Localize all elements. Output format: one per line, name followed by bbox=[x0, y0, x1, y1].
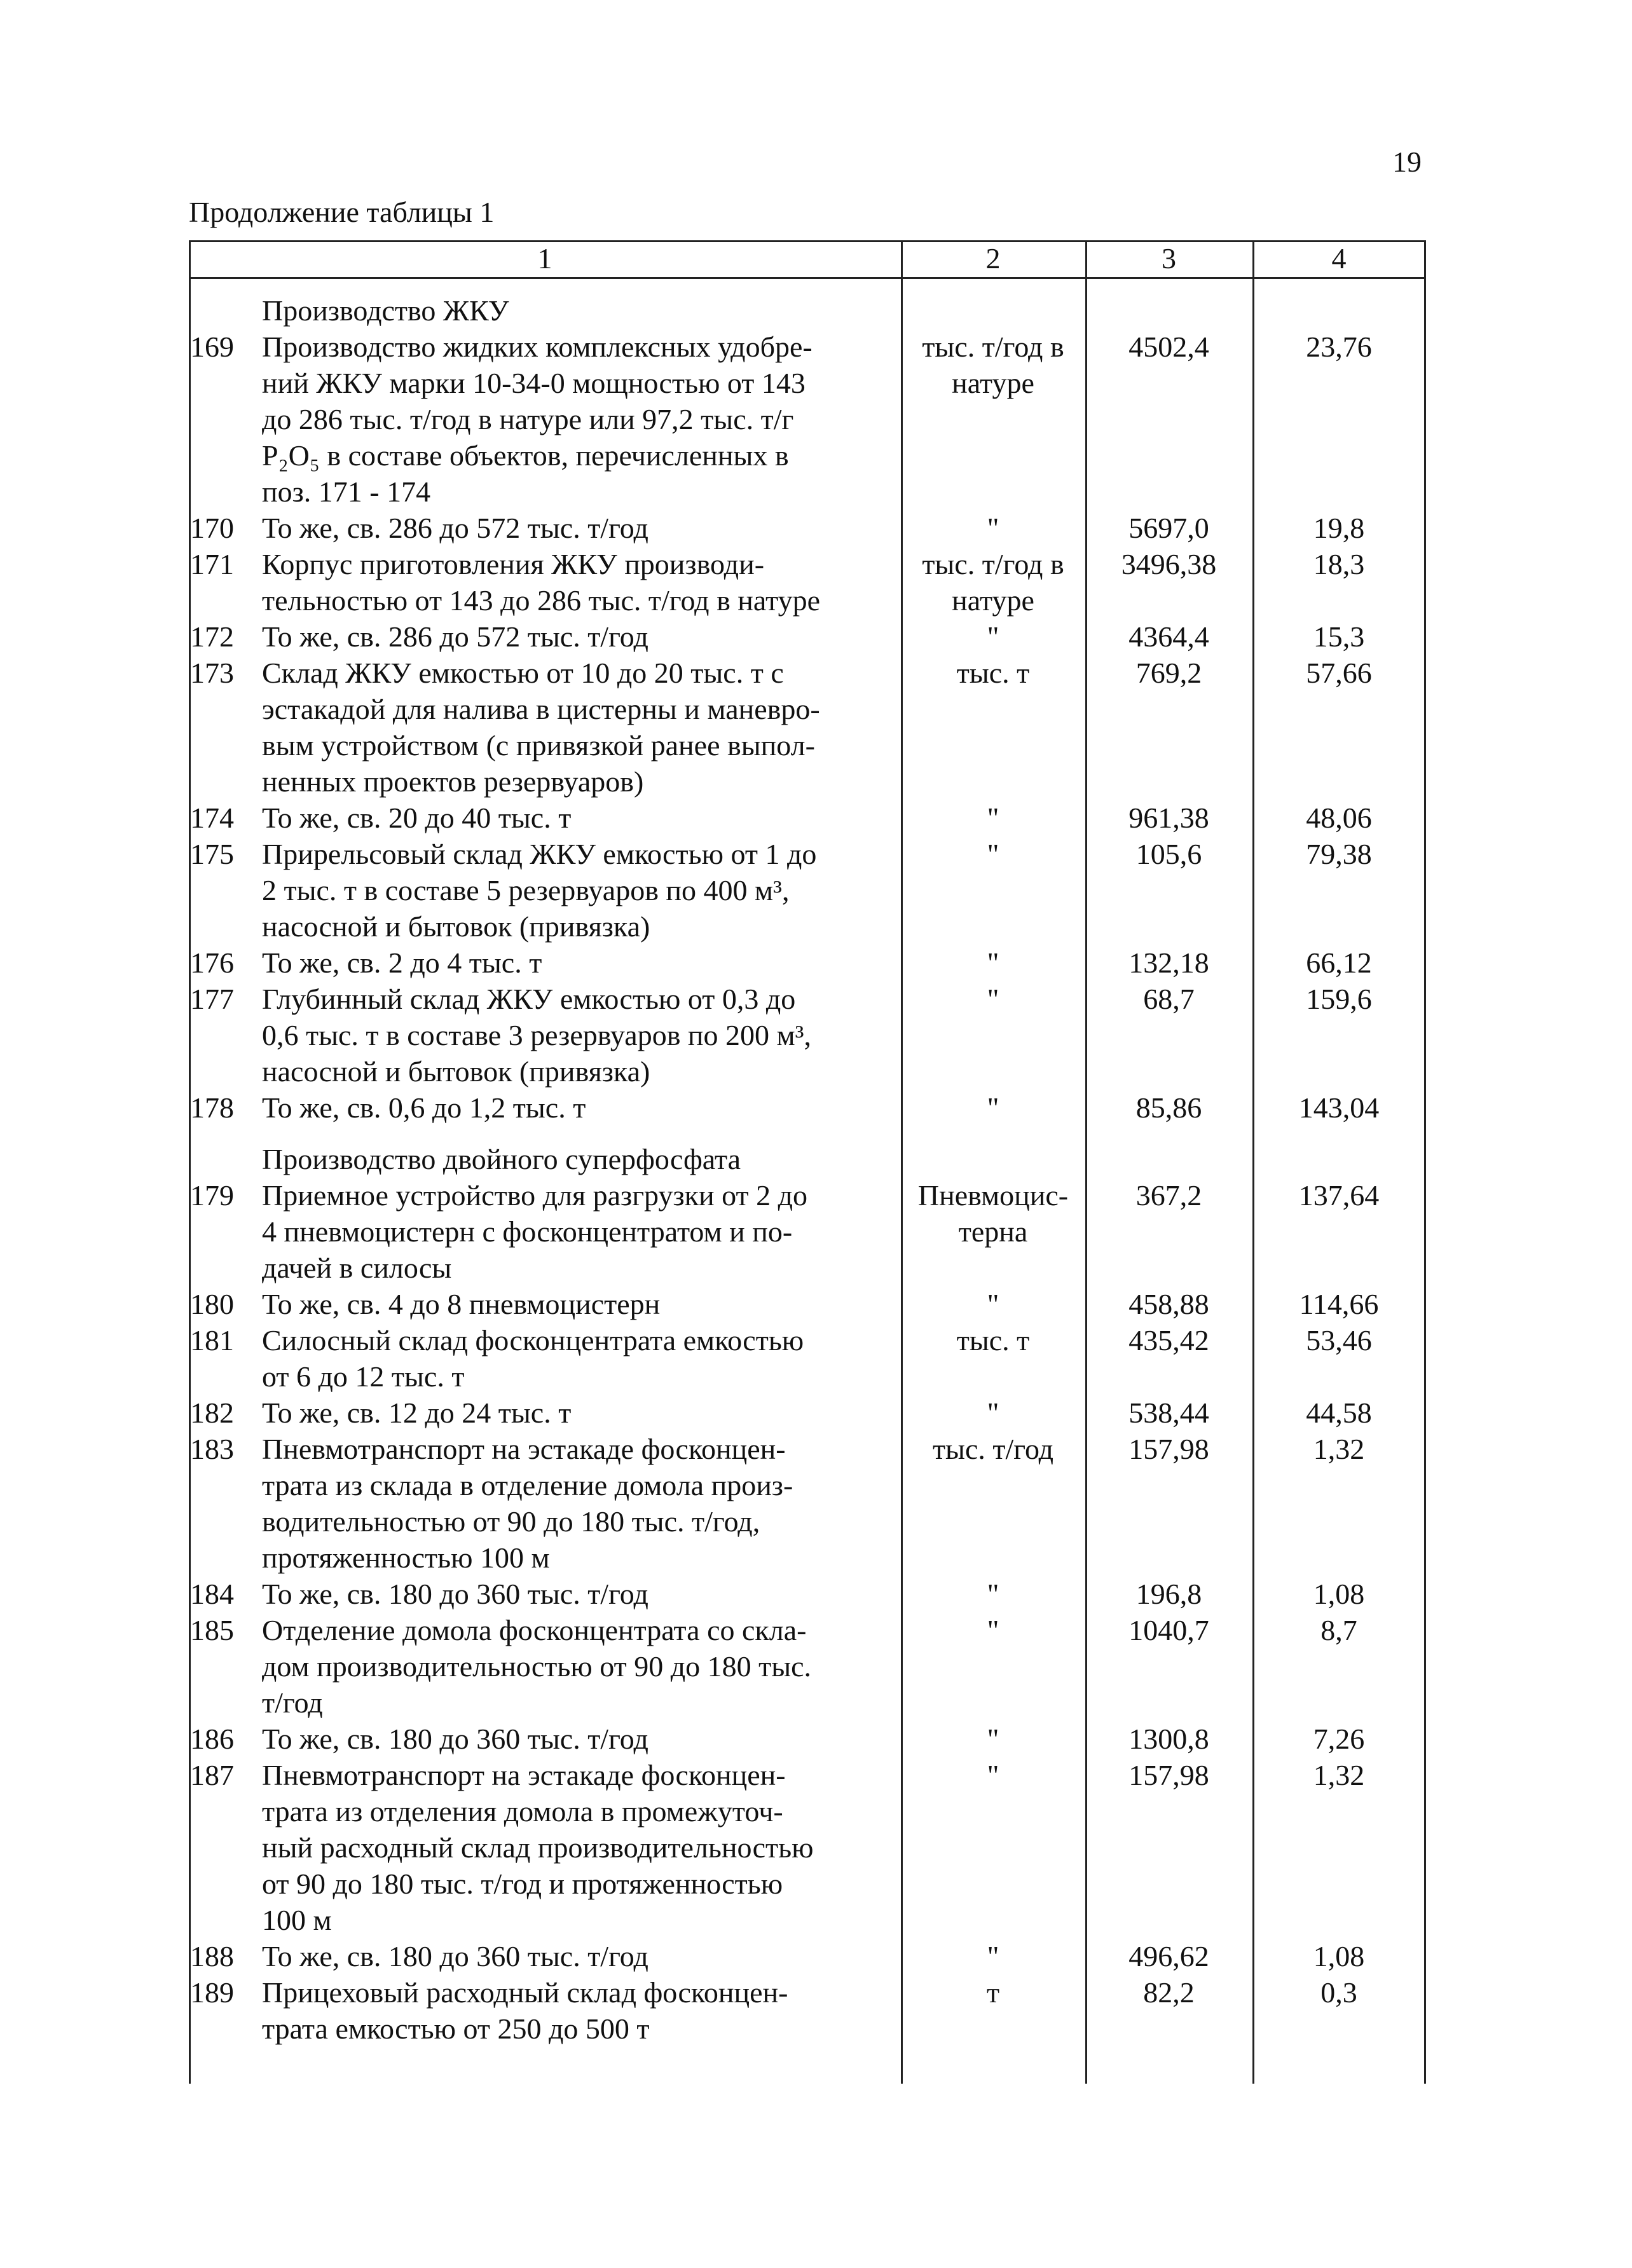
row-number: 175 bbox=[190, 838, 234, 870]
section-title: Производство двойного суперфосфата bbox=[262, 1143, 741, 1175]
row-unit bbox=[901, 618, 1085, 655]
row-description bbox=[262, 1431, 901, 1576]
row-unit bbox=[901, 800, 1085, 836]
row-number: 184 bbox=[190, 1578, 234, 1610]
description-line: Прицеховый расходный склад фосконцен- bbox=[262, 1976, 788, 2009]
description-line: 100 м bbox=[262, 1904, 332, 1936]
unit-line: " bbox=[987, 1288, 999, 1320]
table-row bbox=[189, 1395, 1425, 1431]
row-description bbox=[262, 1576, 901, 1612]
description-line: от 90 до 180 тыс. т/год и протяженностью bbox=[262, 1868, 783, 1900]
row-value-col4: 66,12 bbox=[1306, 946, 1372, 979]
row-value-col3: 538,44 bbox=[1128, 1397, 1209, 1429]
row-value-col4: 79,38 bbox=[1306, 838, 1372, 870]
table-row bbox=[189, 329, 1425, 510]
table-row bbox=[189, 1612, 1425, 1721]
description-line: То же, св. 20 до 40 тыс. т bbox=[262, 802, 572, 834]
description-line: То же, св. 12 до 24 тыс. т bbox=[262, 1397, 572, 1429]
row-value-col4: 57,66 bbox=[1306, 657, 1372, 689]
row-description bbox=[262, 1938, 901, 1974]
description-line: ний ЖКУ марки 10-34-0 мощностью от 143 bbox=[262, 367, 806, 399]
table-row bbox=[189, 945, 1425, 981]
row-description bbox=[262, 981, 901, 1090]
table-row bbox=[189, 800, 1425, 836]
row-value-col3: 961,38 bbox=[1128, 802, 1209, 834]
row-description bbox=[262, 945, 901, 981]
unit-line: тыс. т/год в bbox=[922, 548, 1064, 580]
row-unit bbox=[901, 945, 1085, 981]
row-value-col3: 458,88 bbox=[1128, 1288, 1209, 1320]
table-caption: Продолжение таблицы 1 bbox=[189, 196, 495, 228]
table-row bbox=[189, 1974, 1425, 2047]
row-value-col4: 143,04 bbox=[1298, 1091, 1380, 1124]
table-row bbox=[189, 655, 1425, 800]
row-value-col3: 105,6 bbox=[1135, 838, 1202, 870]
section-spacer bbox=[189, 1126, 1425, 1141]
header-col-3: 3 bbox=[1162, 242, 1176, 275]
row-unit bbox=[901, 1286, 1085, 1322]
unit-line: т bbox=[986, 1976, 1000, 2009]
row-number: 176 bbox=[190, 946, 234, 979]
description-line: То же, св. 180 до 360 тыс. т/год bbox=[262, 1940, 648, 1972]
description-line: Корпус приготовления ЖКУ производи- bbox=[262, 548, 765, 580]
description-line: поз. 171 - 174 bbox=[262, 475, 431, 508]
row-number: 185 bbox=[190, 1614, 234, 1646]
data-table bbox=[189, 240, 1425, 2084]
row-description bbox=[262, 618, 901, 655]
row-unit bbox=[901, 1974, 1085, 2047]
row-unit bbox=[901, 655, 1085, 800]
description-line: То же, св. 180 до 360 тыс. т/год bbox=[262, 1578, 648, 1610]
description-line: То же, св. 4 до 8 пневмоцистерн bbox=[262, 1288, 661, 1320]
section-spacer bbox=[189, 277, 1425, 292]
row-description bbox=[262, 800, 901, 836]
unit-line: " bbox=[987, 512, 999, 544]
table-row bbox=[189, 1757, 1425, 1938]
description-line: ненных проектов резервуаров) bbox=[262, 765, 644, 798]
description-line: Производство жидких комплексных удобре- bbox=[262, 331, 813, 363]
description-line: Пневмотранспорт на эстакаде фосконцен- bbox=[262, 1759, 786, 1791]
row-value-col4: 1,32 bbox=[1313, 1759, 1365, 1791]
unit-line: тыс. т/год bbox=[932, 1433, 1054, 1465]
table-row bbox=[189, 1177, 1425, 1286]
description-line: Прирельсовый склад ЖКУ емкостью от 1 до bbox=[262, 838, 817, 870]
description-line: т/год bbox=[262, 1686, 323, 1719]
page-number: 19 bbox=[1392, 146, 1422, 178]
row-value-col4: 0,3 bbox=[1320, 1976, 1357, 2009]
unit-line: " bbox=[987, 1940, 999, 1972]
table-row bbox=[189, 981, 1425, 1090]
row-value-col4: 159,6 bbox=[1306, 983, 1372, 1015]
description-line: дом производительностью от 90 до 180 тыс. bbox=[262, 1650, 812, 1683]
row-value-col3: 82,2 bbox=[1143, 1976, 1195, 2009]
row-number: 178 bbox=[190, 1091, 234, 1124]
description-line: То же, св. 180 до 360 тыс. т/год bbox=[262, 1723, 648, 1755]
table-row bbox=[189, 1090, 1425, 1126]
description-line: вым устройством (с привязкой ранее выпол- bbox=[262, 729, 815, 762]
description-line: То же, св. 0,6 до 1,2 тыс. т bbox=[262, 1091, 586, 1124]
row-description bbox=[262, 1757, 901, 1938]
row-value-col4: 19,8 bbox=[1313, 512, 1365, 544]
description-line: трата из склада в отделение домола произ- bbox=[262, 1469, 793, 1501]
unit-line: Пневмоцис- bbox=[917, 1179, 1069, 1212]
unit-line: " bbox=[987, 838, 999, 870]
row-value-col4: 15,3 bbox=[1313, 620, 1365, 653]
row-number: 169 bbox=[190, 331, 234, 363]
row-number: 181 bbox=[190, 1324, 234, 1356]
description-line: Силосный склад фосконцентрата емкостью bbox=[262, 1324, 804, 1356]
header-col-2: 2 bbox=[985, 242, 1001, 275]
row-value-col4: 1,08 bbox=[1313, 1940, 1365, 1972]
description-line: Отделение домола фосконцентрата со скла- bbox=[262, 1614, 807, 1646]
unit-line: " bbox=[987, 983, 999, 1015]
row-unit bbox=[901, 1721, 1085, 1757]
row-value-col4: 1,08 bbox=[1313, 1578, 1365, 1610]
table-row bbox=[189, 1721, 1425, 1757]
row-unit bbox=[901, 329, 1085, 510]
row-value-col3: 132,18 bbox=[1128, 946, 1209, 979]
row-value-col4: 44,58 bbox=[1306, 1397, 1372, 1429]
description-line: насосной и бытовок (привязка) bbox=[262, 910, 650, 943]
description-line: насосной и бытовок (привязка) bbox=[262, 1055, 650, 1088]
row-value-col3: 196,8 bbox=[1135, 1578, 1202, 1610]
description-line: водительностью от 90 до 180 тыс. т/год, bbox=[262, 1505, 760, 1538]
table-row bbox=[189, 1322, 1425, 1395]
row-unit bbox=[901, 1322, 1085, 1395]
description-line: То же, св. 2 до 4 тыс. т bbox=[262, 946, 542, 979]
row-description bbox=[262, 1721, 901, 1757]
row-unit bbox=[901, 1177, 1085, 1286]
row-number: 174 bbox=[190, 802, 234, 834]
table-row bbox=[189, 1576, 1425, 1612]
row-value-col4: 18,3 bbox=[1313, 548, 1365, 580]
unit-line: " bbox=[987, 1091, 999, 1124]
row-value-col3: 1040,7 bbox=[1128, 1614, 1209, 1646]
row-number: 183 bbox=[190, 1433, 234, 1465]
header-col-1: 1 bbox=[537, 242, 552, 275]
row-value-col4: 8,7 bbox=[1320, 1614, 1357, 1646]
description-line: от 6 до 12 тыс. т bbox=[262, 1360, 465, 1393]
description-line: эстакадой для налива в цистерны и маневро- bbox=[262, 693, 820, 725]
row-number: 189 bbox=[190, 1976, 234, 2009]
row-value-col4: 48,06 bbox=[1306, 802, 1372, 834]
row-value-col3: 4502,4 bbox=[1128, 331, 1209, 363]
row-description bbox=[262, 1974, 901, 2047]
row-value-col4: 23,76 bbox=[1306, 331, 1372, 363]
row-value-col3: 769,2 bbox=[1135, 657, 1202, 689]
unit-line: терна bbox=[958, 1215, 1028, 1248]
row-unit bbox=[901, 1090, 1085, 1126]
unit-line: тыс. т bbox=[956, 1324, 1030, 1356]
description-line: Глубинный склад ЖКУ емкостью от 0,3 до bbox=[262, 983, 796, 1015]
unit-line: " bbox=[987, 1759, 999, 1791]
description-line: То же, св. 286 до 572 тыс. т/год bbox=[262, 620, 648, 653]
row-number: 186 bbox=[190, 1723, 234, 1755]
description-line: дачей в силосы bbox=[262, 1252, 452, 1284]
row-value-col3: 3496,38 bbox=[1121, 548, 1217, 580]
row-value-col3: 496,62 bbox=[1128, 1940, 1209, 1972]
row-value-col3: 1300,8 bbox=[1128, 1723, 1209, 1755]
row-description bbox=[262, 510, 901, 546]
description-line: Склад ЖКУ емкостью от 10 до 20 тыс. т с bbox=[262, 657, 784, 689]
description-line: Пневмотранспорт на эстакаде фосконцен- bbox=[262, 1433, 786, 1465]
description-line: трата из отделения домола в промежуточ- bbox=[262, 1795, 783, 1827]
unit-line: " bbox=[987, 620, 999, 653]
row-unit bbox=[901, 1395, 1085, 1431]
row-value-col3: 85,86 bbox=[1135, 1091, 1202, 1124]
row-description bbox=[262, 1177, 901, 1286]
row-number: 173 bbox=[190, 657, 234, 689]
row-number: 180 bbox=[190, 1288, 234, 1320]
row-description bbox=[262, 546, 901, 618]
row-unit bbox=[901, 1576, 1085, 1612]
description-line: То же, св. 286 до 572 тыс. т/год bbox=[262, 512, 648, 544]
table-row bbox=[189, 1938, 1425, 1974]
row-unit bbox=[901, 1612, 1085, 1721]
description-line: тельностью от 143 до 286 тыс. т/год в натуре bbox=[262, 584, 821, 617]
row-value-col4: 53,46 bbox=[1306, 1324, 1372, 1356]
description-line: 2 тыс. т в составе 5 резервуаров по 400 м³, bbox=[262, 874, 790, 906]
description-line: протяженностью 100 м bbox=[262, 1541, 550, 1574]
row-description bbox=[262, 1612, 901, 1721]
row-number: 171 bbox=[190, 548, 234, 580]
unit-line: натуре bbox=[952, 367, 1034, 399]
unit-line: " bbox=[987, 1614, 999, 1646]
row-value-col3: 157,98 bbox=[1128, 1433, 1209, 1465]
table-row bbox=[189, 1286, 1425, 1322]
row-number: 177 bbox=[190, 983, 234, 1015]
unit-line: тыс. т/год в bbox=[922, 331, 1064, 363]
unit-line: " bbox=[987, 1723, 999, 1755]
unit-line: натуре bbox=[952, 584, 1034, 617]
row-number: 187 bbox=[190, 1759, 234, 1791]
description-line: до 286 тыс. т/год в натуре или 97,2 тыс. т/г bbox=[262, 403, 794, 435]
row-description bbox=[262, 1322, 901, 1395]
row-unit bbox=[901, 1938, 1085, 1974]
unit-line: тыс. т bbox=[956, 657, 1030, 689]
row-description bbox=[262, 655, 901, 800]
table-body bbox=[189, 277, 1425, 2047]
row-description bbox=[262, 329, 901, 510]
row-value-col3: 367,2 bbox=[1135, 1179, 1202, 1212]
row-description bbox=[262, 1395, 901, 1431]
row-value-col4: 1,32 bbox=[1313, 1433, 1365, 1465]
row-value-col4: 114,66 bbox=[1299, 1288, 1379, 1320]
unit-line: " bbox=[987, 1397, 999, 1429]
row-description bbox=[262, 1286, 901, 1322]
row-value-col3: 68,7 bbox=[1143, 983, 1195, 1015]
row-number: 172 bbox=[190, 620, 234, 653]
row-value-col4: 137,64 bbox=[1298, 1179, 1380, 1212]
description-line: P₂O₅ в составе объектов, перечисленных в bbox=[262, 439, 789, 472]
description-line: 4 пневмоцистерн с фосконцентратом и по- bbox=[262, 1215, 793, 1248]
row-value-col3: 435,42 bbox=[1128, 1324, 1209, 1356]
unit-line: " bbox=[987, 802, 999, 834]
row-description bbox=[262, 836, 901, 945]
row-value-col4: 7,26 bbox=[1313, 1723, 1365, 1755]
table-row bbox=[189, 836, 1425, 945]
table-row bbox=[189, 546, 1425, 618]
table-row bbox=[189, 618, 1425, 655]
row-unit bbox=[901, 836, 1085, 945]
row-unit bbox=[901, 1757, 1085, 1938]
row-number: 188 bbox=[190, 1940, 234, 1972]
unit-line: " bbox=[987, 1578, 999, 1610]
row-value-col3: 4364,4 bbox=[1128, 620, 1209, 653]
row-number: 182 bbox=[190, 1397, 234, 1429]
table-row bbox=[189, 1431, 1425, 1576]
row-unit bbox=[901, 1431, 1085, 1576]
section-title: Производство ЖКУ bbox=[262, 294, 509, 327]
row-description bbox=[262, 1090, 901, 1126]
description-line: трата емкостью от 250 до 500 т bbox=[262, 2012, 650, 2045]
table-row bbox=[189, 510, 1425, 546]
row-number: 179 bbox=[190, 1179, 234, 1212]
unit-line: " bbox=[987, 946, 999, 979]
description-line: ный расходный склад производительностью bbox=[262, 1831, 814, 1864]
row-number: 170 bbox=[190, 512, 234, 544]
row-unit bbox=[901, 546, 1085, 618]
row-unit bbox=[901, 981, 1085, 1090]
row-value-col3: 157,98 bbox=[1128, 1759, 1209, 1791]
row-value-col3: 5697,0 bbox=[1128, 512, 1209, 544]
description-line: 0,6 тыс. т в составе 3 резервуаров по 200 м³, bbox=[262, 1019, 811, 1051]
description-line: Приемное устройство для разгрузки от 2 до bbox=[262, 1179, 807, 1212]
header-col-4: 4 bbox=[1331, 242, 1347, 275]
row-unit bbox=[901, 510, 1085, 546]
